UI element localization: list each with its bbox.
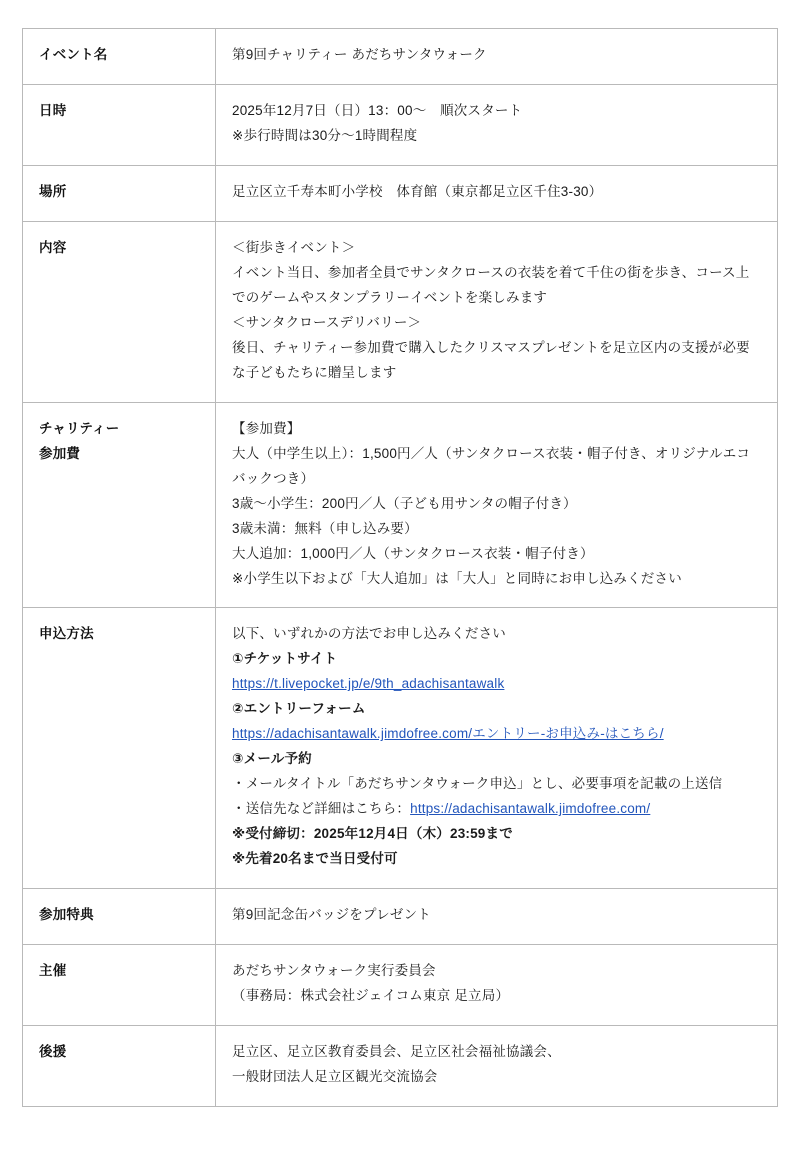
value-line: 足立区立千寿本町小学校 体育館（東京都足立区千住3-30） xyxy=(232,183,603,199)
value-link[interactable]: https://adachisantawalk.jimdofree.com/エントリー-お申込み-はこちら/ xyxy=(232,726,664,742)
value-line: 【参加費】 xyxy=(232,420,301,436)
value-line: ＜サンタクロースデリバリー＞ xyxy=(232,314,422,330)
table-row xyxy=(23,29,778,85)
value-line: 後日、チャリティー参加費で購入したクリスマスプレゼントを足立区内の支援が必要な子どもたちに贈呈します xyxy=(232,339,750,380)
value-text: ・送信先など詳細はこちら： xyxy=(232,801,411,817)
value-line: 3歳～小学生：200円／人（子ども用サンタの帽子付き） xyxy=(232,495,577,511)
value-line: あだちサンタウォーク実行委員会 xyxy=(232,963,436,979)
row-value xyxy=(216,608,778,889)
value-line: 3歳未満：無料（申し込み要） xyxy=(232,520,418,536)
value-line: ①チケットサイト xyxy=(232,651,338,667)
value-line: ※受付締切：2025年12月4日（木）23:59まで xyxy=(232,826,513,842)
row-label xyxy=(23,402,216,608)
value-line xyxy=(232,797,763,822)
value-line: イベント当日、参加者全員でサンタクロースの衣装を着て千住の街を歩き、コース上でのゲームやスタンプラリーイベントを楽しみます xyxy=(232,264,750,305)
row-label-line: 日時 xyxy=(39,102,67,118)
row-label xyxy=(23,29,216,85)
row-label-line: 場所 xyxy=(39,183,67,199)
row-label xyxy=(23,221,216,402)
row-value xyxy=(216,84,778,165)
value-link[interactable]: https://t.livepocket.jp/e/9th_adachisantawalk xyxy=(232,676,505,692)
row-label-line: 参加費 xyxy=(39,445,81,461)
table-row xyxy=(23,1026,778,1107)
value-line: 足立区、足立区教育委員会、足立区社会福祉協議会、 xyxy=(232,1044,561,1060)
table-row xyxy=(23,945,778,1026)
event-details-table xyxy=(22,28,778,1107)
row-label-line: 参加特典 xyxy=(39,907,94,923)
row-label-line: チャリティー xyxy=(39,420,120,436)
table-row xyxy=(23,608,778,889)
row-label-line: 内容 xyxy=(39,239,67,255)
row-label xyxy=(23,165,216,221)
value-line: ②エントリーフォーム xyxy=(232,701,366,717)
row-value xyxy=(216,945,778,1026)
value-line: ＜街歩きイベント＞ xyxy=(232,239,356,255)
table-row xyxy=(23,221,778,402)
event-details-body xyxy=(23,29,778,1107)
row-label-line: イベント名 xyxy=(39,47,108,62)
row-value xyxy=(216,402,778,608)
row-label-line: 後援 xyxy=(39,1044,67,1060)
table-row xyxy=(23,402,778,608)
table-row xyxy=(23,889,778,945)
table-row xyxy=(23,165,778,221)
row-value xyxy=(216,1026,778,1107)
row-label-line: 主催 xyxy=(39,963,67,979)
row-label xyxy=(23,84,216,165)
row-label xyxy=(23,608,216,889)
row-label xyxy=(23,889,216,945)
value-line: 大人（中学生以上）：1,500円／人（サンタクロース衣装・帽子付き、オリジナルエコバックつき） xyxy=(232,445,751,486)
row-value xyxy=(216,221,778,402)
value-line: 大人追加：1,000円／人（サンタクロース衣装・帽子付き） xyxy=(232,545,594,561)
value-link[interactable]: https://adachisantawalk.jimdofree.com/ xyxy=(410,801,651,817)
value-line: ※歩行時間は30分～1時間程度 xyxy=(232,127,418,143)
row-label xyxy=(23,1026,216,1107)
value-line: ・メールタイトル「あだちサンタウォーク申込」とし、必要事項を記載の上送信 xyxy=(232,776,723,792)
value-line: 第9回記念缶バッジをプレゼント xyxy=(232,907,431,923)
value-line: ※小学生以下および「大人追加」は「大人」と同時にお申し込みください xyxy=(232,570,682,586)
value-line: 一般財団法人足立区観光交流協会 xyxy=(232,1069,438,1085)
value-line: 以下、いずれかの方法でお申し込みください xyxy=(232,626,506,642)
value-line: ※先着20名まで当日受付可 xyxy=(232,851,398,867)
table-row xyxy=(23,84,778,165)
value-line: 第9回チャリティー あだちサンタウォーク xyxy=(232,47,487,62)
row-label-line: 申込方法 xyxy=(39,626,94,642)
value-line: （事務局：株式会社ジェイコム東京 足立局） xyxy=(232,988,510,1004)
row-value xyxy=(216,889,778,945)
row-value xyxy=(216,29,778,85)
value-line: ③メール予約 xyxy=(232,751,312,767)
value-line: 2025年12月7日（日）13：00～ 順次スタート xyxy=(232,102,523,118)
row-label xyxy=(23,945,216,1026)
row-value xyxy=(216,165,778,221)
